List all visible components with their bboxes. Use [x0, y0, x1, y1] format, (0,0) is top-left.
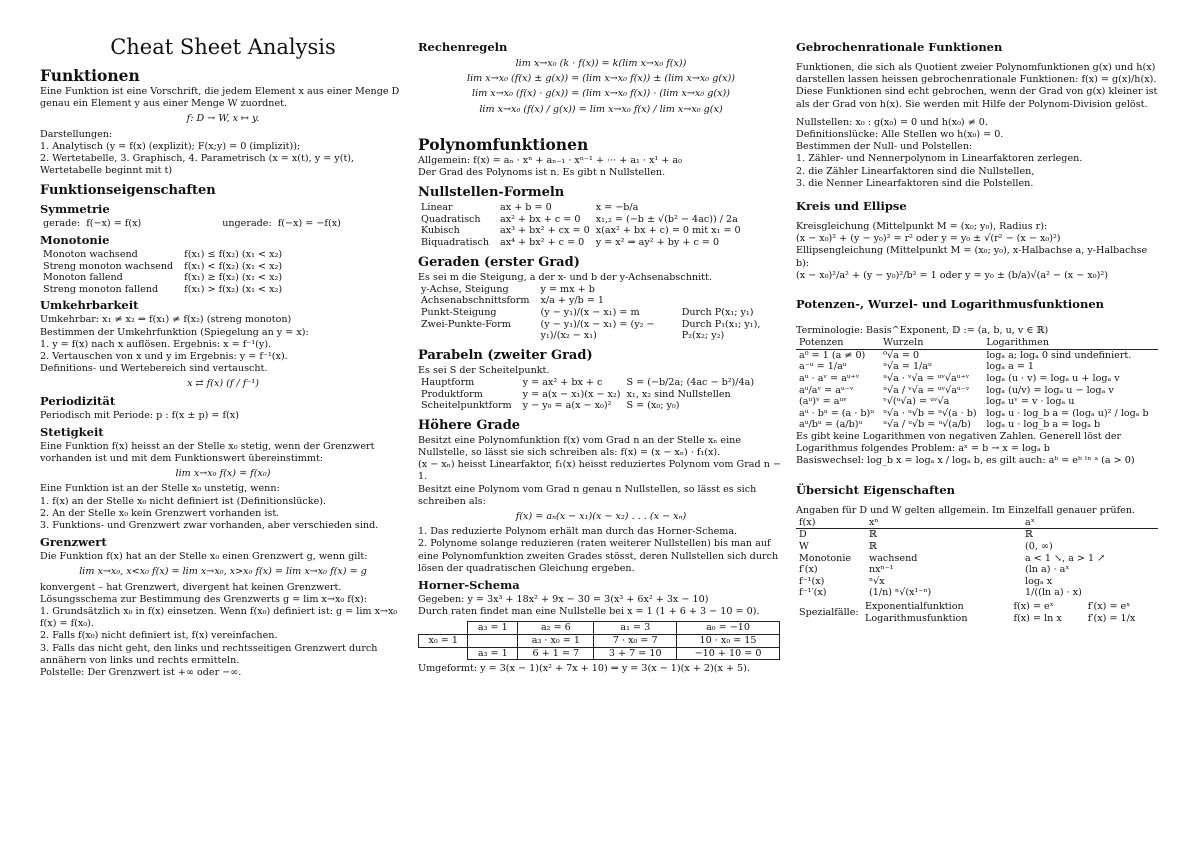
kreis-line-2: (x − x₀)² + (y − y₀)² = r² oder y = y₀ ± √(r² − (x − x₀)²)	[796, 233, 1061, 245]
monotonie-label: Streng monoton fallend	[43, 283, 159, 295]
horner-guess: Durch raten findet man eine Nullstelle bei x = 1 (1 + 6 + 3 − 10 = 0).	[418, 606, 760, 618]
table-row	[418, 400, 757, 412]
horner-cell: a₃ = 1	[468, 647, 518, 660]
monotonie-heading: Monotonie	[40, 233, 110, 248]
table-row	[40, 272, 285, 284]
umkehrbarkeit-heading: Umkehrbarkeit	[40, 298, 139, 313]
logarithmus-rule: logₐ u · log_b a = (logₐ u)² / logₐ b	[986, 407, 1149, 419]
potenz-rule: aᵘ · bᵘ = (a · b)ᵘ	[799, 407, 875, 419]
symmetrie-heading: Symmetrie	[40, 202, 110, 217]
table-row	[796, 361, 1158, 373]
uebersicht-table	[796, 517, 1158, 599]
horner-cell: a₂ = 6	[518, 622, 594, 635]
logarithmus-rule: logₐ u · log_b a = logₐ b	[986, 419, 1101, 431]
table-row	[40, 249, 285, 261]
gebrochen-line-7: 3. die Nenner Linearfaktoren sind die Polstellen.	[796, 177, 1034, 189]
gebrochen-line-2: Nullstellen: x₀ : g(x₀) = 0 und h(x₀) ≠ 0.	[796, 116, 988, 128]
table-row	[796, 373, 1158, 385]
horner-cell: 10 · x₀ = 15	[677, 634, 780, 647]
property-label: Monotonie	[799, 552, 852, 564]
potenzen-heading: Potenzen-, Wurzel- und Logarithmusfunktionen	[796, 297, 1104, 312]
column-3	[796, 34, 1160, 624]
nullstellen-type: Linear	[421, 202, 453, 214]
nullstellen-equation: ax + b = 0	[500, 202, 552, 214]
logarithmus-rule: logₐ a = 1	[986, 361, 1035, 373]
uebersicht-heading: Übersicht Eigenschaften	[796, 482, 956, 497]
spezial-derivative: f′(x) = eˣ	[1087, 600, 1131, 612]
umkehrbarkeit-formula: x ⇄ f(x) (f / f⁻¹)	[187, 378, 259, 390]
horner-cell	[419, 647, 468, 660]
logarithmus-rule: logₐ uᵛ = v · logₐ u	[986, 396, 1075, 408]
potenz-rule: aᵘ/bᵘ = (a/b)ᵘ	[799, 419, 863, 431]
horner-cell: 6 + 1 = 7	[518, 647, 594, 660]
spezial-name: Logarithmusfunktion	[865, 612, 968, 624]
nullstellen-solution: x₁,₂ = (−b ± √(b² − 4ac)) / 2a	[595, 213, 738, 225]
umkehrbarkeit-line-1: Umkehrbar: x₁ ≠ x₂ ⇒ f(x₁) ≠ f(x₂) (streng monoton)	[40, 314, 292, 326]
table-row	[40, 284, 285, 296]
ungerade-label: ungerade:	[222, 218, 272, 230]
power-value: wachsend	[869, 552, 918, 564]
geraden-intro: Es sei m die Steigung, a der x- und b der y-Achsenabschnitt.	[418, 271, 712, 283]
table-row	[796, 564, 1158, 576]
geraden-equation: (y − y₁)/(x − x₁) = (y₂ − y₁)/(x₂ − x₁)	[540, 318, 655, 342]
potenzen-line-2: Basiswechsel: log_b x = logₐ x / logₐ b, es gilt auch: aᵇ = eᵇ ˡⁿ ᵃ (a > 0)	[796, 455, 1135, 467]
gerade-label: gerade:	[43, 218, 81, 230]
monotonie-formula: f(x₁) ≥ f(x₂) (x₁ < x₂)	[184, 272, 283, 284]
nullstellen-equation: ax⁴ + bx² + c = 0	[500, 237, 585, 248]
darstellungen-title: Darstellungen:	[40, 128, 113, 140]
logarithmus-rule: logₐ a; logₐ 0 sind undefiniert.	[986, 349, 1132, 361]
darstellungen-item-2: 2. Wertetabelle, 3. Graphisch, 4. Parametrisch (x = x(t), y = y(t), Wertetabelle beginnt mit t)	[40, 153, 355, 177]
darstellungen-item-1: 1. Analytisch (y = f(x) (explizit); F(x;y) = 0 (implizit));	[40, 140, 301, 152]
monotonie-formula: f(x₁) < f(x₂) (x₁ < x₂)	[184, 260, 283, 272]
periodizitaet-heading: Periodizität	[40, 393, 116, 408]
geraden-heading: Geraden (erster Grad)	[418, 254, 580, 270]
geraden-equation: y = mx + b	[540, 283, 595, 295]
parabel-note: S = (−b/2a; (4ac − b²)/4a)	[626, 376, 755, 388]
wurzel-rule: ᵘ√a / ᵛ√a = ᵘᵛ√aᵘ⁻ᵛ	[883, 384, 970, 396]
table-header-row	[796, 337, 1158, 349]
column-header: xⁿ	[866, 517, 1022, 529]
table-row	[796, 576, 1158, 588]
nullstellen-solution: x(ax² + bx + c) = 0 mit x₁ = 0	[595, 225, 741, 237]
stetigkeit-heading: Stetigkeit	[40, 424, 104, 439]
power-value: (1/n) ⁿ√(x¹⁻ⁿ)	[869, 587, 932, 599]
stetigkeit-line-5: 3. Funktions- und Grenzwert zwar vorhanden, aber verschieden sind.	[40, 520, 379, 532]
spezialfaelle-label: Spezialfälle:	[799, 606, 859, 618]
column-header: Potenzen	[796, 337, 880, 349]
table-row	[796, 396, 1158, 408]
property-label: D	[796, 529, 866, 541]
parabel-form: Scheitelpunktform	[421, 400, 512, 412]
gebrochen-line-4: Bestimmen der Null- und Polstellen:	[796, 141, 973, 153]
table-row	[796, 601, 1158, 613]
ungerade-formula: f(−x) = −f(x)	[277, 218, 341, 230]
table-row	[796, 408, 1158, 420]
stetigkeit-formula: lim x→x₀ f(x) = f(x₀)	[175, 468, 271, 480]
umkehrbarkeit-line-5: Definitions- und Wertebereich sind vertauscht.	[40, 363, 268, 375]
rechenregel-4: lim x→x₀ (f(x) / g(x)) = lim x→x₀ f(x) / lim x→x₀ g(x)	[479, 103, 723, 115]
horner-table	[418, 621, 780, 660]
nullstellen-heading: Nullstellen-Formeln	[418, 185, 565, 201]
parabeln-table	[418, 377, 757, 412]
spezial-function: f(x) = ln x	[1013, 612, 1062, 624]
hoehere-grade-formula: f(x) = aₙ(x − x₁)(x − x₂) . . . (x − xₙ)	[515, 510, 687, 522]
grenzwert-heading: Grenzwert	[40, 535, 107, 550]
table-row	[418, 295, 784, 307]
table-row	[418, 389, 757, 401]
grenzwert-line-3: Lösungsschema zur Bestimmung des Grenzwerts g = lim x→x₀ f(x):	[40, 593, 367, 605]
hoehere-grade-line-1: Besitzt eine Polynomfunktion f(x) vom Grad n an der Stelle xₙ eine Nullstelle, so lässt sie sich schreiben als: f(x) = (x − xₙ) · f₁(x).	[418, 434, 742, 458]
wurzel-rule: ᵛ√(ᵘ√a) = ᵘᵛ√a	[883, 396, 950, 408]
umkehrbarkeit-line-3: 1. y = f(x) nach x auflösen. Ergebnis: x = f⁻¹(y).	[40, 338, 272, 350]
nullstellen-type: Kubisch	[421, 225, 460, 237]
monotonie-table	[40, 249, 285, 295]
table-row	[419, 622, 780, 635]
funktionen-formula: f: D → W, x ↦ y.	[186, 113, 260, 125]
horner-heading: Horner-Schema	[418, 577, 520, 592]
kreis-line-3: Ellipsengleichung (Mittelpunkt M = (x₀; y₀), x-Halbachse a, y-Halbachse b):	[796, 245, 1148, 269]
table-row	[796, 385, 1158, 397]
potenzen-terminologie: Terminologie: Basis^Exponent, 𝔻 := (a, b, u, v ∈ ℝ)	[796, 325, 1049, 337]
gebrochen-line-1: Funktionen, die sich als Quotient zweier Polynomfunktionen g(x) und h(x) darstellen lassen heissen gebrochenrationale Funktionen: f(x) = g(x)/h(x). Diese Funktionen sind echt gebrochen, wenn der Grad von g(x) kleiner ist als der Grad von h(x). Sie werden mit Hilfe der Polynom-Division gelöst.	[796, 62, 1158, 110]
table-row	[796, 419, 1158, 431]
exp-value: 1/((ln a) · x)	[1025, 587, 1082, 599]
grenzwert-line-1: Die Funktion f(x) hat an der Stelle x₀ einen Grenzwert g, wenn gilt:	[40, 551, 368, 563]
gebrochen-line-3: Definitionslücke: Alle Stellen wo h(x₀) = 0.	[796, 129, 1004, 141]
property-label: f⁻¹(x)	[799, 575, 825, 587]
monotonie-formula: f(x₁) ≤ f(x₂) (x₁ < x₂)	[184, 249, 283, 261]
gerade-formula: f(−x) = f(x)	[86, 218, 142, 230]
symmetrie-table	[40, 218, 344, 230]
rechenregel-1: lim x→x₀ (k · f(x)) = k(lim x→x₀ f(x))	[515, 58, 687, 69]
parabel-note: x₁, x₂ sind Nullstellen	[626, 388, 731, 400]
table-row	[418, 377, 757, 389]
gebrochen-heading: Gebrochenrationale Funktionen	[796, 40, 1003, 54]
parabel-equation: y − y₀ = a(x − x₀)²	[522, 400, 612, 412]
parabel-form: Hauptform	[421, 376, 475, 388]
exp-value: (0, ∞)	[1025, 541, 1053, 552]
polynom-heading: Polynomfunktionen	[418, 134, 589, 154]
wurzel-rule: ᵘ√a = 1/aᵘ	[883, 361, 932, 373]
horner-result: Umgeformt: y = 3(x − 1)(x² + 7x + 10) ⇒ y = 3(x − 1)(x + 2)(x + 5).	[418, 663, 750, 675]
stetigkeit-line-2: Eine Funktion ist an der Stelle x₀ unstetig, wenn:	[40, 483, 280, 495]
funktionen-intro: Eine Funktion ist eine Vorschrift, die jedem Element x aus einer Menge D genau ein Element y aus einer Menge W zuordnet.	[40, 86, 400, 110]
document-title: Cheat Sheet Analysis	[110, 35, 336, 59]
power-value: ℝ	[869, 541, 877, 552]
property-label: f′(x)	[799, 564, 818, 576]
uebersicht-intro: Angaben für D und W gelten allgemein. Im Einzelfall genauer prüfen.	[796, 504, 1136, 516]
table-row	[796, 541, 1158, 553]
power-value: ⁿ√x	[869, 575, 885, 587]
hoehere-grade-line-3: Besitzt eine Polynom vom Grad n genau n Nullstellen, so lässt es sich schreiben als:	[418, 483, 757, 507]
spezial-derivative: f′(x) = 1/x	[1087, 612, 1136, 624]
potenz-rule: aᵘ/aᵛ = aᵘ⁻ᵛ	[799, 384, 854, 396]
stetigkeit-line-1: Eine Funktion f(x) heisst an der Stelle x₀ stetig, wenn der Grenzwert vorhanden ist und mit dem Funktionswert übereinstimmt:	[40, 440, 375, 465]
hoehere-grade-heading: Höhere Grade	[418, 417, 521, 433]
horner-cell: x₀ = 1	[419, 634, 468, 647]
table-row	[40, 261, 285, 273]
table-row	[418, 214, 744, 226]
geraden-equation: (y − y₁)/(x − x₁) = m	[540, 306, 640, 318]
horner-cell: a₃ · x₀ = 1	[518, 634, 594, 647]
column-2	[418, 34, 784, 675]
horner-cell	[468, 634, 518, 647]
rechenregel-3: lim x→x₀ (f(x) · g(x)) = (lim x→x₀ f(x)) · (lim x→x₀ g(x))	[472, 88, 730, 100]
grenzwert-line-2: konvergent – hat Grenzwert, divergent hat keinen Grenzwert.	[40, 581, 342, 593]
power-value: nxⁿ⁻¹	[869, 564, 894, 576]
potenz-rule: aᵘ · aᵛ = aᵘ⁺ᵛ	[799, 373, 860, 385]
geraden-form: Zwei-Punkte-Form	[421, 318, 511, 330]
column-header: aˣ	[1022, 517, 1158, 529]
hoehere-grade-line-4: 1. Das reduzierte Polynom erhält man durch das Horner-Schema.	[418, 526, 738, 538]
table-row	[796, 349, 1158, 361]
potenzen-line-1: Es gibt keine Logarithmen von negativen Zahlen. Generell löst der Logarithmus folgendes Problem: aˣ = b → x = logₐ b	[796, 431, 1122, 455]
grenzwert-line-7: Polstelle: Der Grenzwert ist +∞ oder −∞.	[40, 667, 242, 679]
column-1	[40, 34, 406, 679]
parabeln-intro: Es sei S der Scheitelpunkt.	[418, 364, 550, 376]
periodizitaet-text: Periodisch mit Periode: p : f(x ± p) = f(x)	[40, 409, 239, 421]
stetigkeit-line-4: 2. An der Stelle x₀ kein Grenzwert vorhanden ist.	[40, 507, 280, 519]
property-label: f⁻¹′(x)	[799, 587, 827, 599]
potenz-rule: a⁻ᵘ = 1/aᵘ	[799, 361, 847, 373]
exp-value: logₐ x	[1025, 575, 1053, 587]
polynom-line-1: Allgemein: f(x) = aₙ · xⁿ + aₙ₋₁ · xⁿ⁻¹ + ··· + a₁ · x¹ + a₀	[418, 154, 682, 166]
geraden-note	[679, 295, 784, 307]
nullstellen-solution: x = −b/a	[595, 202, 639, 214]
table-row	[796, 529, 1158, 541]
rechenregel-2: lim x→x₀ (f(x) ± g(x)) = (lim x→x₀ f(x)) ± (lim x→x₀ g(x))	[467, 73, 735, 85]
geraden-equation: x/a + y/b = 1	[540, 295, 605, 307]
geraden-form: Achsenabschnittsform	[421, 295, 530, 307]
parabel-note: S = (x₀; y₀)	[626, 400, 680, 412]
umkehrbarkeit-line-4: 2. Vertauschen von x und y im Ergebnis: y = f⁻¹(x).	[40, 351, 288, 362]
wurzel-rule: ⁰√a = 0	[883, 349, 920, 361]
column-header: Logarithmen	[983, 337, 1158, 349]
parabeln-heading: Parabeln (zweiter Grad)	[418, 347, 593, 363]
umkehrbarkeit-line-2: Bestimmen der Umkehrfunktion (Spiegelung an y = x):	[40, 326, 309, 338]
table-row	[418, 202, 744, 214]
potenz-rule: a⁰ = 1 (a ≠ 0)	[799, 349, 866, 361]
table-row	[419, 647, 780, 660]
monotonie-label: Monoton fallend	[43, 272, 123, 284]
wurzel-rule: ᵘ√a / ᵘ√b = ᵘ√(a/b)	[883, 419, 971, 431]
horner-cell: a₁ = 3	[594, 622, 677, 635]
parabel-form: Produktform	[421, 388, 483, 400]
grenzwert-formula: lim x→x₀, x<x₀ f(x) = lim x→x₀, x>x₀ f(x) = lim x→x₀ f(x) = g	[79, 566, 367, 578]
horner-cell	[419, 622, 468, 635]
nullstellen-equation: ax² + bx + c = 0	[500, 213, 581, 225]
grenzwert-line-4: 1. Grundsätzlich x₀ in f(x) einsetzen. Wenn f(x₀) definiert ist: g = lim x→x₀ f(x) = f(x₀).	[40, 606, 398, 630]
stetigkeit-line-3: 1. f(x) an der Stelle x₀ nicht definiert ist (Definitionslücke).	[40, 495, 327, 507]
parabel-equation: y = ax² + bx + c	[522, 376, 603, 388]
grenzwert-line-6: 3. Falls das nicht geht, den links und rechtsseitigen Grenzwert durch annähern von links und rechts ermitteln.	[40, 642, 378, 666]
table-row	[419, 634, 780, 647]
section-eigenschaften-heading: Funktionseigenschaften	[40, 183, 216, 199]
spezial-name: Exponentialfunktion	[865, 600, 964, 612]
power-value: ℝ	[866, 529, 1022, 541]
nullstellen-table	[418, 202, 744, 248]
hoehere-grade-line-2: (x − xₙ) heisst Linearfaktor, f₁(x) heisst reduziertes Polynom vom Grad n − 1.	[418, 459, 781, 483]
geraden-note: Durch P(x₁; y₁)	[681, 306, 754, 318]
horner-given: Gegeben: y = 3x³ + 18x² + 9x − 30 = 3(x³ + 6x² + 3x − 10)	[418, 593, 709, 605]
spezialfaelle-table	[796, 601, 1158, 624]
hoehere-grade-line-5: 2. Polynome solange reduzieren (raten weiterer Nullstellen) bis man auf eine Polynomfunktion zweiten Grades stösst, deren Nullstellen sich durch lösen der quadratischen Gleichung ergeben.	[418, 538, 779, 574]
table-row	[796, 553, 1158, 565]
table-row	[418, 225, 744, 237]
table-row	[418, 237, 744, 249]
wurzel-rule: ᵘ√a · ᵘ√b = ᵘ√(a · b)	[883, 407, 977, 419]
parabel-equation: y = a(x − x₁)(x − x₂)	[522, 388, 621, 400]
column-header: Wurzeln	[880, 337, 983, 349]
kreis-heading: Kreis und Ellipse	[796, 199, 907, 214]
table-row	[418, 284, 784, 296]
gebrochen-line-6: 2. die Zähler Linearfaktoren sind die Nullstellen,	[796, 165, 1035, 177]
section-funktionen-heading: Funktionen	[40, 66, 140, 85]
geraden-table	[418, 284, 784, 342]
table-row	[418, 307, 784, 319]
monotonie-formula: f(x₁) > f(x₂) (x₁ < x₂)	[184, 283, 283, 295]
kreis-line-4: (x − x₀)²/a² + (y − y₀)²/b² = 1 oder y = y₀ ± (b/a)√(a² − (x − x₀)²)	[796, 269, 1108, 281]
table-header-row	[796, 517, 1158, 529]
horner-cell: −10 + 10 = 0	[677, 647, 780, 660]
geraden-form: y-Achse, Steigung	[421, 283, 509, 295]
gebrochen-line-5: 1. Zähler- und Nennerpolynom in Linearfaktoren zerlegen.	[796, 153, 1083, 165]
nullstellen-type: Quadratisch	[421, 213, 481, 225]
wurzel-rule: ᵘ√a · ᵛ√a = ᵘᵛ√aᵘ⁺ᵛ	[883, 373, 970, 385]
logarithmus-rule: logₐ (u/v) = logₐ u − logₐ v	[986, 384, 1114, 396]
spezial-function: f(x) = eˣ	[1013, 600, 1054, 612]
horner-cell: a₀ = −10	[677, 622, 780, 635]
polynom-line-2: Der Grad des Polynoms ist n. Es gibt n Nullstellen.	[418, 167, 666, 179]
nullstellen-equation: ax³ + bx² + cx = 0	[500, 225, 590, 237]
exp-value: a < 1 ↘, a > 1 ↗	[1025, 552, 1106, 564]
horner-cell: 3 + 7 = 10	[594, 647, 677, 660]
horner-cell: 7 · x₀ = 7	[594, 634, 677, 647]
nullstellen-solution: y = x² ⇒ ay² + by + c = 0	[595, 237, 720, 248]
geraden-note: Durch P₁(x₁; y₁), P₂(x₂; y₂)	[681, 318, 761, 342]
table-row	[418, 319, 784, 342]
monotonie-label: Monoton wachsend	[43, 249, 138, 261]
potenzen-table	[796, 337, 1158, 431]
geraden-note	[679, 284, 784, 296]
potenz-rule: (aᵘ)ᵛ = aᵘᵛ	[799, 396, 847, 408]
property-label: W	[799, 541, 809, 552]
exp-value: ℝ	[1022, 529, 1158, 541]
nullstellen-type: Biquadratisch	[421, 237, 490, 248]
rechenregeln-heading: Rechenregeln	[418, 40, 508, 54]
horner-cell: a₃ = 1	[468, 622, 518, 635]
kreis-line-1: Kreisgleichung (Mittelpunkt M = (x₀; y₀), Radius r):	[796, 221, 1048, 233]
exp-value: (ln a) · aˣ	[1025, 564, 1070, 576]
grenzwert-line-5: 2. Falls f(x₀) nicht definiert ist, f(x) vereinfachen.	[40, 630, 278, 642]
table-row	[796, 587, 1158, 599]
geraden-form: Punkt-Steigung	[421, 306, 497, 318]
monotonie-label: Streng monoton wachsend	[43, 260, 174, 272]
column-header: f(x)	[796, 517, 866, 529]
logarithmus-rule: logₐ (u · v) = logₐ u + logₐ v	[986, 373, 1120, 385]
